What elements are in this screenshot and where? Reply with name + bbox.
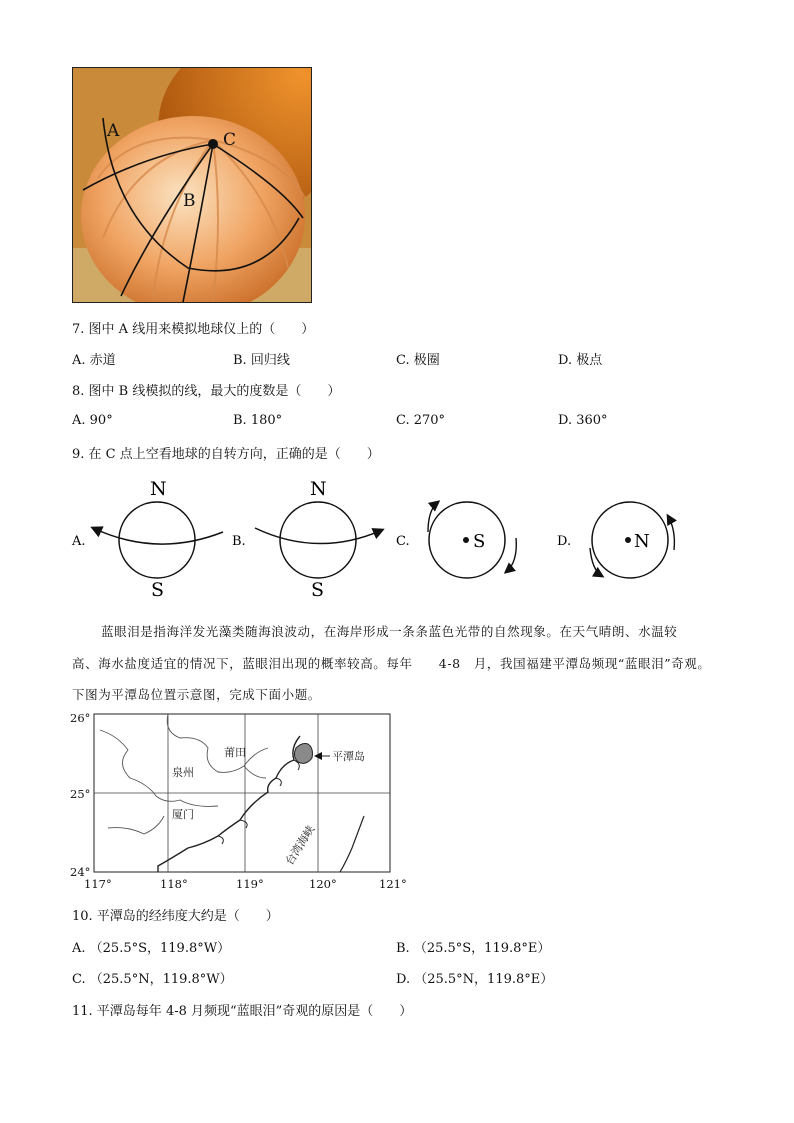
pingtan-location-map <box>68 708 413 893</box>
q7-option-c: C. 极圈 <box>396 353 440 368</box>
q9-option-b-diagram <box>232 478 382 601</box>
q9-a-south: S <box>151 579 165 601</box>
lon-label-119: 119° <box>236 877 264 891</box>
q9-d-north: N <box>634 531 650 552</box>
q7-stem: 7. 图中 A 线用来模拟地球仪上的（ ） <box>72 322 315 337</box>
pingtan-island <box>294 744 312 764</box>
label-c: C <box>223 130 237 150</box>
q9-b-north: N <box>310 478 327 500</box>
lon-label-117: 117° <box>84 877 112 891</box>
label-b: B <box>183 191 196 211</box>
q10-option-b: B. （25.5°S，119.8°E） <box>396 941 551 956</box>
q8-option-d: D. 360° <box>558 413 608 428</box>
orange-photo <box>72 67 312 303</box>
q8-stem: 8. 图中 B 线模拟的线，最大的度数是（ ） <box>72 384 341 399</box>
q9-letter-d: D. <box>557 534 572 549</box>
q9-c-south: S <box>473 531 486 552</box>
q9-letter-b: B. <box>232 534 246 549</box>
label-quanzhou: 泉州 <box>172 766 194 779</box>
q9-stem: 9. 在 C 点上空看地球的自转方向，正确的是（ ） <box>72 447 380 462</box>
passage-line-2: 高、海水盐度适宜的情况下，蓝眼泪出现的概率较高。每年 4-8 月，我国福建平潭岛频现“蓝眼泪”奇观。 <box>72 656 711 671</box>
q7-option-d: D. 极点 <box>558 353 603 368</box>
q10-option-c: C. （25.5°N，119.8°W） <box>72 972 233 987</box>
lat-label-24: 24° <box>70 865 91 879</box>
q8-option-c: C. 270° <box>396 413 446 428</box>
lat-label-25: 25° <box>70 787 91 801</box>
lon-label-121: 121° <box>379 877 407 891</box>
q7-option-b: B. 回归线 <box>233 353 290 368</box>
lat-label-26: 26° <box>70 711 91 725</box>
q9-b-south: S <box>311 579 325 601</box>
q11-stem: 11. 平潭岛每年 4-8 月频现“蓝眼泪”奇观的原因是（ ） <box>72 1004 413 1019</box>
q9-letter-a: A. <box>72 534 86 549</box>
passage-line-1: 蓝眼泪是指海洋发光藻类随海浪波动，在海岸形成一条条蓝色光带的自然现象。在天气晴朗、水温较 <box>101 624 678 639</box>
q8-option-b: B. 180° <box>233 413 283 428</box>
q10-option-d: D. （25.5°N，119.8°E） <box>396 972 554 987</box>
q9-option-d-diagram <box>557 502 674 578</box>
point-c <box>208 139 218 149</box>
label-a: A <box>107 121 120 141</box>
lon-label-120: 120° <box>309 877 337 891</box>
q9-a-north: N <box>150 478 167 500</box>
q10-stem: 10. 平潭岛的经纬度大约是（ ） <box>72 909 279 924</box>
q7-option-a: A. 赤道 <box>72 353 116 368</box>
label-pingtan: 平潭岛 <box>332 750 365 763</box>
q8-option-a: A. 90° <box>72 413 113 428</box>
lon-label-118: 118° <box>160 877 188 891</box>
passage-line-3: 下图为平潭岛位置示意图，完成下面小题。 <box>72 687 321 702</box>
label-putian: 莆田 <box>224 746 246 759</box>
label-taiwan-strait: 台湾海峡 <box>282 823 318 868</box>
q9-letter-c: C. <box>396 534 410 549</box>
q9-rotation-diagrams <box>60 470 760 605</box>
label-xiamen: 厦门 <box>172 808 194 821</box>
orange-illustration <box>73 68 311 302</box>
q10-option-a: A. （25.5°S，119.8°W） <box>72 941 231 956</box>
q9-option-a-diagram <box>71 478 223 601</box>
q9-option-c-diagram <box>396 502 516 578</box>
